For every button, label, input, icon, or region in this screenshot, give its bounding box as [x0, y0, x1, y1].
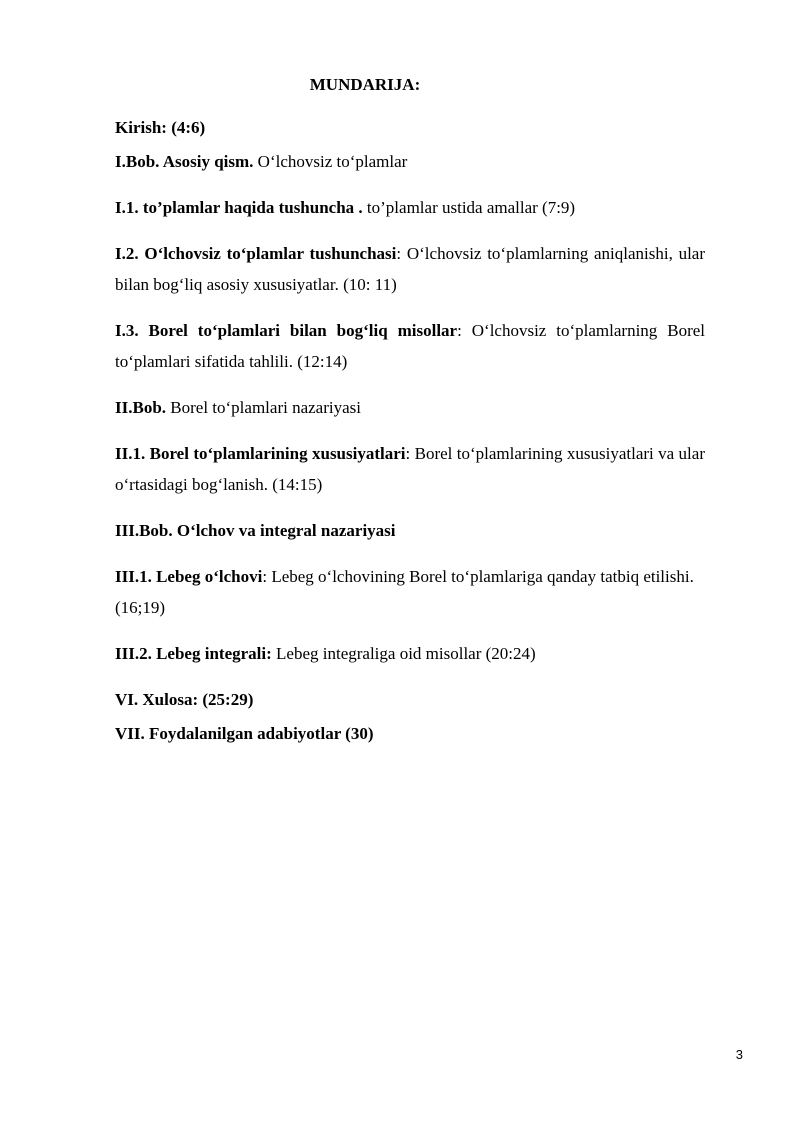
toc-entry-xulosa	[115, 684, 705, 715]
toc-entry-3-2	[115, 638, 705, 669]
toc-entry-heading: III.Bob. O‘lchov va integral nazariyasi	[115, 521, 396, 540]
toc-entry-bob-1	[115, 146, 705, 177]
toc-entry-text: : Lebeg o‘lchovining Borel to‘plamlariga qanday tatbiq etilishi. (16;19)	[115, 567, 694, 617]
toc-entry-1-1	[115, 192, 705, 223]
toc-entry-heading: II.Bob.	[115, 398, 167, 417]
toc-entry-heading: I.1. to’plamlar haqida tushuncha .	[115, 198, 363, 217]
page-title: MUNDARIJA:	[309, 75, 421, 94]
toc-entry-kirish	[115, 112, 705, 143]
toc-entry-heading: I.Bob. Asosiy qism.	[115, 152, 254, 171]
toc-entry-heading: III.2. Lebeg integrali:	[115, 644, 272, 663]
page-number: 3	[735, 1047, 743, 1062]
toc-entry-adabiyotlar	[115, 718, 705, 749]
toc-entry-heading: I.2. O‘lchovsiz to‘plamlar tushunchasi	[115, 244, 397, 263]
toc-entry-bob-3	[115, 515, 705, 546]
toc-entry-1-2	[115, 238, 705, 300]
toc-entry-text: : O‘lchovsiz to‘plamlarning Borel to‘plamlari sifatida tahlili. (12:14)	[115, 321, 705, 371]
toc-entry-text: : Borel to‘plamlarining xususiyatlari va ular o‘rtasidagi bog‘lanish. (14:15)	[115, 444, 705, 494]
toc-entry-text: O‘lchovsiz to‘plamlar	[253, 152, 408, 171]
toc-entry-heading: VI. Xulosa: (25:29)	[115, 690, 254, 709]
table-of-contents	[115, 112, 705, 749]
toc-entry-text: Lebeg integraliga oid misollar (20:24)	[271, 644, 536, 663]
toc-entry-heading: II.1. Borel to‘plamlarining xususiyatlari	[115, 444, 406, 463]
toc-entry-text: to’plamlar ustida amallar (7:9)	[362, 198, 576, 217]
toc-entry-text: : O‘lchovsiz to‘plamlarning aniqlanishi, ular bilan bog‘liq asosiy xususiyatlar. (10: 11)	[115, 244, 706, 294]
toc-entry-1-3	[115, 315, 705, 377]
toc-entry-3-1	[115, 561, 705, 623]
toc-entry-heading: VII. Foydalanilgan adabiyotlar (30)	[115, 724, 374, 743]
toc-entry-text: Borel to‘plamlari nazariyasi	[166, 398, 361, 417]
toc-entry-heading: I.3. Borel to‘plamlari bilan bog‘liq misollar	[115, 321, 458, 340]
toc-entry-bob-2	[115, 392, 705, 423]
toc-entry-heading: Kirish: (4:6)	[115, 118, 206, 137]
toc-entry-2-1	[115, 438, 705, 500]
toc-entry-heading: III.1. Lebeg o‘lchovi	[115, 567, 263, 586]
